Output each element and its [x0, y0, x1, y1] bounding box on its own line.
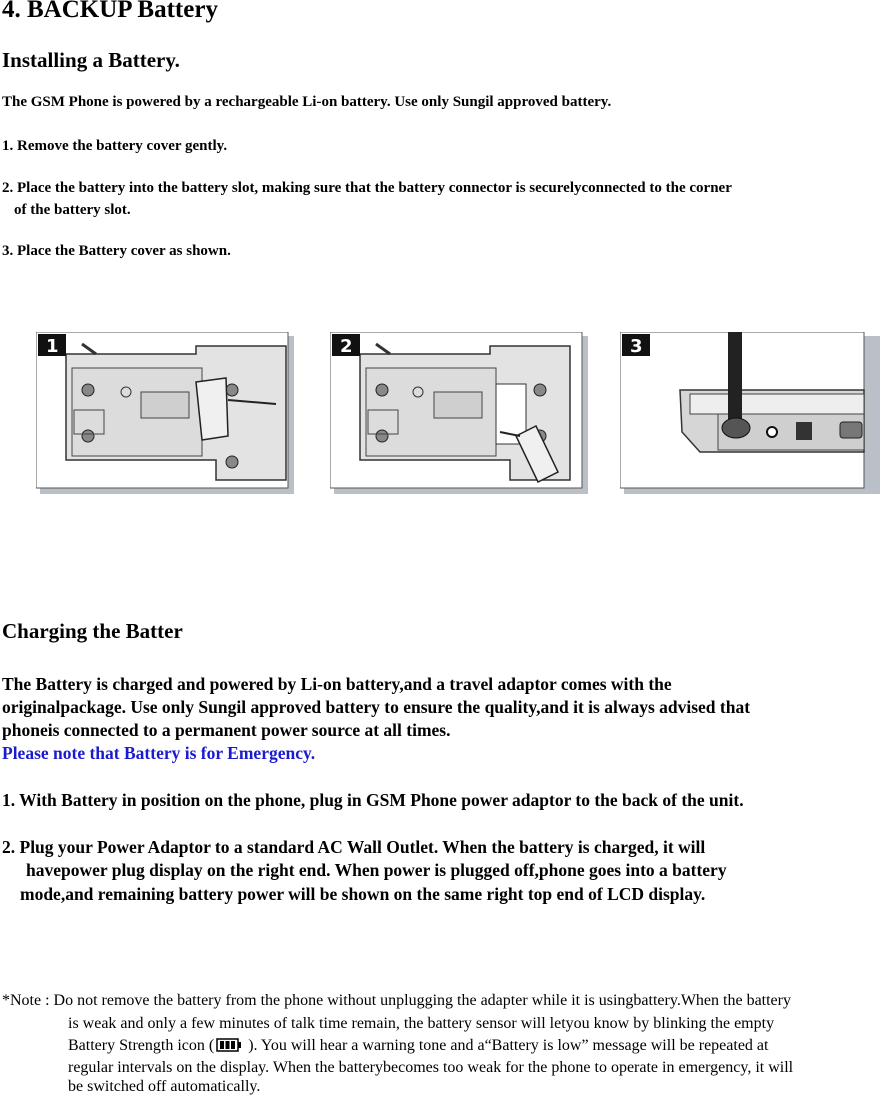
- charging-step-2-cont-1: havepower plug display on the right end. When power is plugged off,phone goes into a battery: [26, 860, 727, 880]
- install-step-1: 1. Remove the battery cover gently.: [2, 138, 228, 154]
- charging-step-2: 2. Plug your Power Adaptor to a standard AC Wall Outlet. When the battery is charged, it will: [2, 837, 706, 857]
- note-line-3: [68, 1037, 768, 1057]
- figure-3-label: 3: [630, 336, 643, 357]
- charging-step-1: 1. With Battery in position on the phone, plug in GSM Phone power adaptor to the back of the unit.: [2, 790, 744, 810]
- battery-cover-removal-figure: [36, 332, 294, 494]
- figure-2-label: 2: [340, 336, 353, 357]
- install-step-3: 3. Place the Battery cover as shown.: [2, 243, 231, 259]
- note-line-5: be switched off automatically.: [68, 1078, 261, 1095]
- section-title: 4. BACKUP Battery: [2, 0, 218, 23]
- install-step-2: 2. Place the battery into the battery slot, making sure that the battery connector is securelyconnected to the corner: [2, 180, 732, 196]
- note-line-3-end: ). You will hear a warning tone and a“Battery is low” message will be repeated at: [244, 1037, 769, 1054]
- intro-text: The GSM Phone is powered by a rechargeable Li-on battery. Use only Sungil approved battery.: [2, 94, 612, 110]
- subsection-title: Installing a Battery.: [2, 48, 180, 72]
- charging-para-line-1: The Battery is charged and powered by Li-on battery,and a travel adaptor comes with the: [2, 674, 672, 694]
- note-line-1: *Note : Do not remove the battery from the phone without unplugging the adapter while it is usingbattery.When the battery: [2, 992, 791, 1009]
- emergency-note: Please note that Battery is for Emergency.: [2, 743, 316, 763]
- battery-insertion-figure: [330, 332, 588, 494]
- note-line-2: is weak and only a few minutes of talk time remain, the battery sensor will letyou know by blinking the empty: [68, 1015, 775, 1032]
- note-line-4: regular intervals on the display. When the batterybecomes too weak for the phone to operate in emergency, it will: [68, 1059, 794, 1076]
- charging-para-line-3: phoneis connected to a permanent power source at all times.: [2, 720, 451, 740]
- install-step-2-cont: of the battery slot.: [14, 202, 131, 218]
- charging-step-2-cont-2: mode,and remaining battery power will be shown on the same right top end of LCD display.: [20, 884, 706, 904]
- battery-strength-icon: [216, 1038, 242, 1057]
- charging-title: Charging the Batter: [2, 619, 183, 643]
- battery-cover-placement-figure: [620, 332, 880, 494]
- figure-1-label: 1: [46, 336, 59, 357]
- note-line-3-start: Battery Strength icon (: [68, 1037, 215, 1054]
- charging-para-line-2: originalpackage. Use only Sungil approved battery to ensure the quality,and it is always advised that: [2, 697, 751, 717]
